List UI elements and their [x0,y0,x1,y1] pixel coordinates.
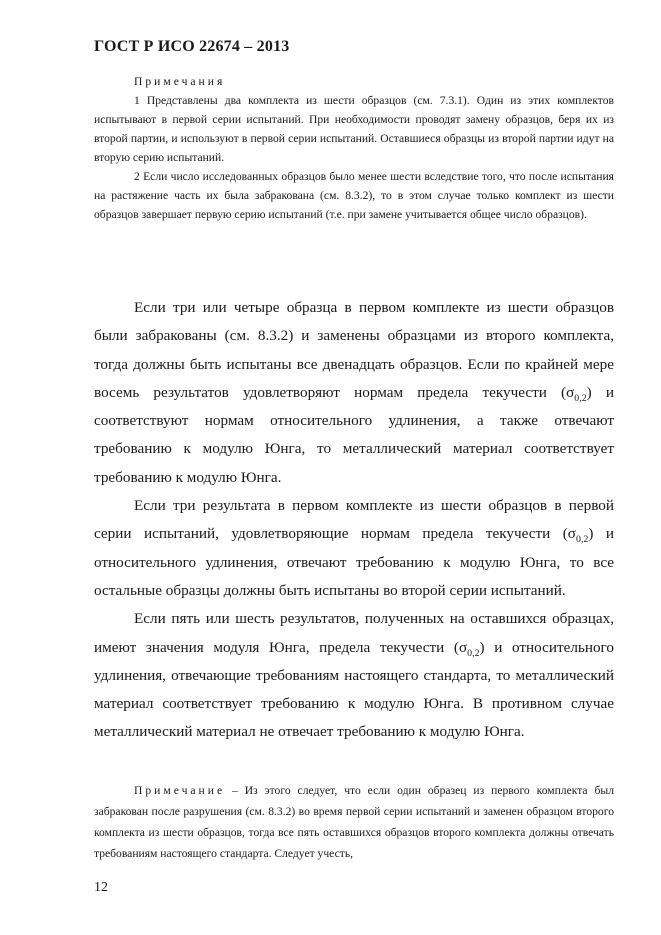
notes-block-2 [94,780,614,864]
paragraph-3-text-b: ) и относительного удлинения, отвечающие требованиям настоящего стандарта, то металлический материал соответствует требованию к модулю Юнга. В противном случае металлический материал не отвечает требованию к модулю Юнга. [94,638,615,741]
paragraph-1 [94,294,614,492]
paragraph-2 [94,492,614,605]
note-final [94,780,614,864]
main-text [94,294,614,747]
sigma-subscript: 0,2 [574,392,587,404]
notes-block-1 [94,72,614,224]
note-final-text: – Из этого следует, что если один образец из первого комплекта был забракован после разрушения (см. 8.3.2) во время первой серии испытаний и заменен образцом второго комплекта из шести образцов, тогда все пять оставшихся образцов второго комплекта должны отвечать требованиям настоящего стандарта. Следует учесть, [94,784,614,860]
notes-label: Примечания [134,75,226,88]
paragraph-1-text-a: Если три или четыре образца в первом комплекте из шести образцов были забракованы (см. 8.3.2) и заменены образцами из второго комплекта, тогда должны быть испытаны все двенадцать образцов. Если по крайней мере восемь результатов удовлетворяют нормам предела текучести (σ [94,299,614,401]
note-item-2: 2 Если число исследованных образцов было менее шести вследствие того, что после испытания на растяжение часть их была забракована (см. 8.3.2), то в этом случае только комплект из шести образцов завершает первую серию испытаний (т.е. при замене учитывается общее число образцов). [94,170,614,221]
paragraph-2-text-a: Если три результата в первом комплекте из шести образцов в первой серии испытаний, удовлетворяющие нормам предела текучести (σ [94,497,614,543]
document-header: ГОСТ Р ИСО 22674 – 2013 [94,38,290,55]
paragraph-3 [94,605,614,746]
paragraph-1-text-b: ) и соответствуют нормам относительного удлинения, а также отвечают требованию к модулю Юнга, то металлический материал соответствует требованию к модулю Юнга. [94,383,615,486]
page-number: 12 [94,880,108,895]
paragraph-2-text-b: ) и относительного удлинения, отвечают требованию к модулю Юнга, то все остальные образцы должны быть испытаны во второй серии испытаний. [94,525,615,599]
paragraph-3-text-a: Если пять или шесть результатов, полученных на оставшихся образцах, имеют значения модуля Юнга, предела текучести (σ [94,610,614,656]
note-item-1: 1 Представлены два комплекта из шести образцов (см. 7.3.1). Один из этих комплектов испытывают в первой серии испытаний. При необходимости проводят замену образцов, беря их из второй партии, и используют в первой серии испытаний. Оставшиеся образцы из второй партии идут на вторую серию испытаний. [94,94,614,164]
sigma-subscript: 0,2 [576,534,589,546]
sigma-subscript: 0,2 [467,647,480,659]
note-final-label: Примечание [134,784,226,797]
